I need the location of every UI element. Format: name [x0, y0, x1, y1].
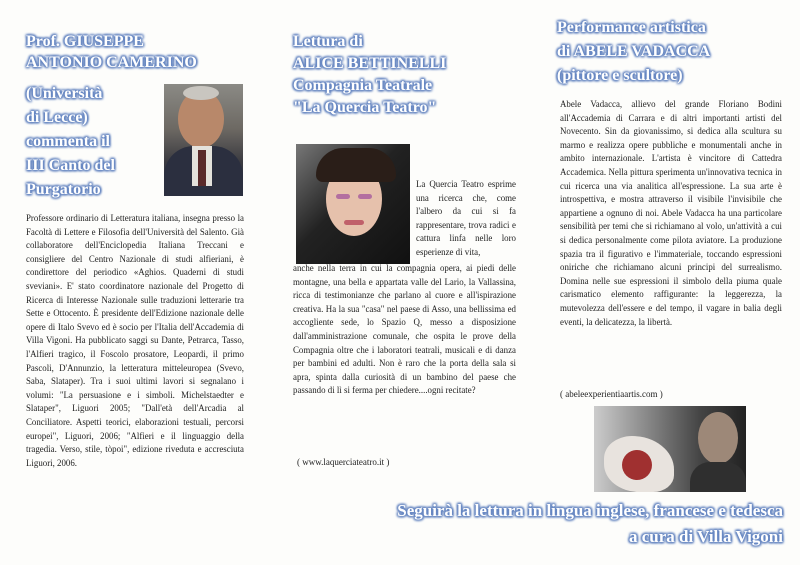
title-line: Lettura di [293, 33, 363, 50]
speaker-title [26, 31, 197, 73]
reader-title [293, 31, 446, 119]
footer-line: a cura di Villa Vigoni [629, 527, 783, 546]
footer-line: Seguirà la lettura in lingua inglese, francese e tedesca [397, 501, 783, 520]
footer-note [293, 498, 783, 550]
artist-website: ( abeleexperientiaartis.com ) [560, 389, 663, 399]
title-line: Compagnia Teatrale [293, 77, 433, 94]
speaker-subtitle [26, 82, 134, 202]
title-line: (pittore e scultore) [557, 67, 683, 84]
subtitle-line: III Canto del [26, 157, 115, 174]
subtitle-line: (Università [26, 85, 103, 102]
artist-bio: Abele Vadacca, allievo del grande Floriano Bodini all'Accademia di Carrara e di altri importanti artisti del Novecento. Sin da giovanissimo, si dedica alla scultura su marmo e realizza opere pubbliche e monumentali anche in ambito internazionale. L'artista è vincitore di Cattedra Accademica. Nella pittura sperimenta un'innovativa tecnica in cui ricerca una via analitica all'espressione. La sua arte è introspettiva, e mostra attraverso il visibile l'invisibile che appartiene a ognuno di noi. Abele Vadacca ha una particolare sensibilità per temi che si richiamano al volo, un'attività a cui si dedica personalmente come pilota aviatore. La produzione spazia tra il figurativo e l'immateriale, toccando espressioni oniriche che richiamano alcuni principi del surrealismo. Domina nelle sue espressioni il simbolo della piuma quale carismatico elemento raffigurante: la leggerezza, la mutevolezza dell'essere e del tempo, il vagare in balia degli eventi, la delicatezza, la libertà. [560, 99, 782, 327]
title-line: di ABELE VADACCA [557, 43, 711, 60]
title-line: Performance artistica [557, 19, 706, 36]
speaker-portrait [164, 84, 243, 196]
artist-photo [594, 406, 746, 492]
title-line: Prof. GIUSEPPE [26, 33, 144, 50]
theatre-description: anche nella terra in cui la compagnia opera, ai piedi delle montagne, una bella e appartata valle del Lario, la Vallassina, ricca di testimonianze che parlano al cuore e all'ispirazione creativa. Ha la sua "casa" nel paese di Asso, una bellissima ed accogliente sede, lo Spazio Q, messo a disposizione dall'amministrazione comunale, che ospita le prove della Compagnia oltre che i laboratori teatrali, musicali e di danza per bambini ed adulti. Non è raro che la porta della sala si apra, spinta dalla curiosità di un bambino del paese che passando di lì si ferma per chiedere....ogni recitate? [293, 263, 516, 396]
theatre-website: ( www.laquerciateatro.it ) [297, 457, 390, 467]
subtitle-line: Purgatorio [26, 181, 101, 198]
performance-title [557, 16, 710, 88]
reader-portrait [296, 144, 410, 264]
title-line: "La Quercia Teatro" [293, 99, 437, 116]
title-line: ANTONIO CAMERINO [26, 54, 197, 71]
title-line: ALICE BETTINELLI [293, 55, 447, 72]
theatre-description-top: La Quercia Teatro esprime una ricerca che, come l'albero da cui si fa rappresentare, trova radici e cattura linfa nelle loro esperienze di vita, [416, 179, 516, 257]
subtitle-line: commenta il [26, 133, 110, 150]
subtitle-line: di Lecce) [26, 109, 88, 126]
speaker-bio: Professore ordinario di Letteratura italiana, insegna presso la Facoltà di Lettere e Filosofia dell'Università del Salento. Già collaboratore dell'Enciclopedia Italiana Treccani e consigliere del Centro Nazionale di studi alfieriani, è condirettore del periodico «Aghios. Quaderni di studi sveviani». E' stato coordinatore nazionale del Progetto di Ricerca di Interesse Nazionale sulle traduzioni letterarie tra Sette e Ottocento. È presidente dell'Edizione nazionale delle opere di Italo Svevo ed è socio per l'Italia dell'Accademia di Villa Vigoni. Ha pubblicato saggi su Dante, Petrarca, Tasso, l'Alfieri tragico, il Foscolo prosatore, Leopardi, il primo Pascoli, D'Annunzio, la letteratura mitteleuropea (Svevo, Saba, Slataper). Tra i suoi ultimi lavori si segnalano i volumi: "La persuasione e i simboli. Michelstaedter e Slataper", Liguori 2005; "Dall'età dell'Arcadia al Conciliatore. Aspetti teorici, elaborazioni testuali, percorsi europei", Liguori, 2006; "Alfieri e il linguaggio della tragedia. Verso, stile, tòpoi", edizione riveduta e accresciuta Liguori, 2006. [26, 213, 244, 468]
